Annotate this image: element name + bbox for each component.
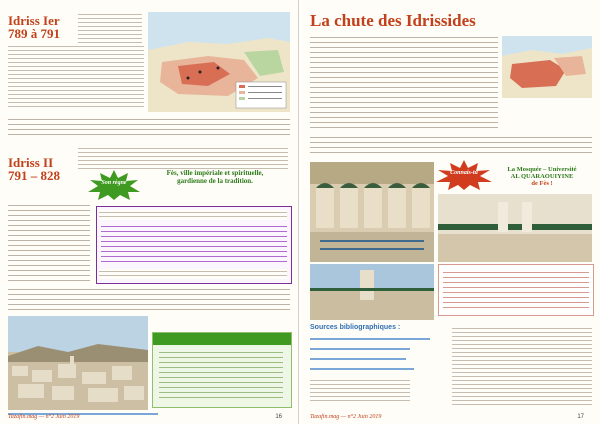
- right-para-2: [310, 134, 592, 156]
- para-bottom: [8, 286, 290, 312]
- source-link-2[interactable]: [310, 348, 410, 350]
- banner-title-1: La Mosquée – Université: [507, 166, 577, 173]
- fes-inset-box: [96, 206, 292, 284]
- mosque-text-box: [438, 264, 594, 316]
- mosque-minaret-photo: [310, 264, 434, 320]
- inset-lead: [99, 210, 287, 220]
- left-footer: Tazafin.mag — n°2 Juin 2019: [8, 414, 80, 420]
- connais-tu-badge: [436, 160, 492, 190]
- banner-line-1: Fès, ville impériale et spirituelle,: [166, 169, 264, 177]
- banner-title-3: de Fès !: [531, 180, 553, 188]
- right-page: [302, 0, 600, 424]
- map-graphic: [148, 12, 290, 112]
- right-map: [502, 36, 592, 98]
- title-idriss-2: Idriss II 791 – 828: [8, 155, 60, 183]
- para-idriss-2-intro: [78, 146, 288, 170]
- source-link-4[interactable]: [310, 368, 414, 370]
- courtyard-image: [438, 194, 592, 262]
- right-map-graphic: [502, 36, 592, 98]
- info-box-text: [159, 349, 283, 401]
- fes-banner: [140, 170, 290, 185]
- mosque-courtyard-photo: [438, 194, 592, 262]
- arabic-refs-right: [452, 326, 592, 406]
- banner-line-2: gardienne de la tradition.: [177, 176, 253, 185]
- arabic-refs-left: [310, 378, 410, 404]
- historical-map: [148, 12, 290, 112]
- col-left-text: [8, 202, 90, 284]
- para-idriss-1: [8, 116, 290, 136]
- left-page: [0, 0, 299, 424]
- fes-panorama-image: [8, 316, 148, 410]
- fes-info-box: [152, 332, 292, 408]
- mosque-image: [310, 162, 434, 262]
- fes-photo: [8, 316, 148, 410]
- minaret-image: [310, 264, 434, 320]
- starburst-badge: [88, 170, 140, 200]
- inset-list: [101, 223, 287, 265]
- title-idriss-1: Idriss Ier 789 à 791: [8, 13, 60, 41]
- right-footer: Tazafin.mag — n°2 Juin 2019: [310, 414, 382, 420]
- left-page-number: 16: [275, 414, 282, 420]
- mosque-photo: [310, 162, 434, 262]
- source-link-3[interactable]: [310, 358, 406, 360]
- right-page-number: 17: [577, 414, 584, 420]
- starburst-label: Son règne: [101, 180, 127, 186]
- info-box-header: [153, 333, 291, 345]
- intro-text-cont: [8, 44, 144, 108]
- mosque-text: [443, 269, 589, 311]
- inset-footer: [99, 269, 287, 279]
- source-link-1[interactable]: [310, 338, 430, 340]
- sources-title: Sources bibliographiques :: [310, 324, 401, 331]
- right-intro-text: [310, 34, 498, 132]
- right-title: La chute des Idrissides: [310, 11, 476, 30]
- banner-title-2: AL QUARAOUIYINE: [510, 173, 574, 181]
- connais-tu-label: Connais-tu: [450, 170, 478, 176]
- quaraouiyine-banner: [492, 166, 592, 187]
